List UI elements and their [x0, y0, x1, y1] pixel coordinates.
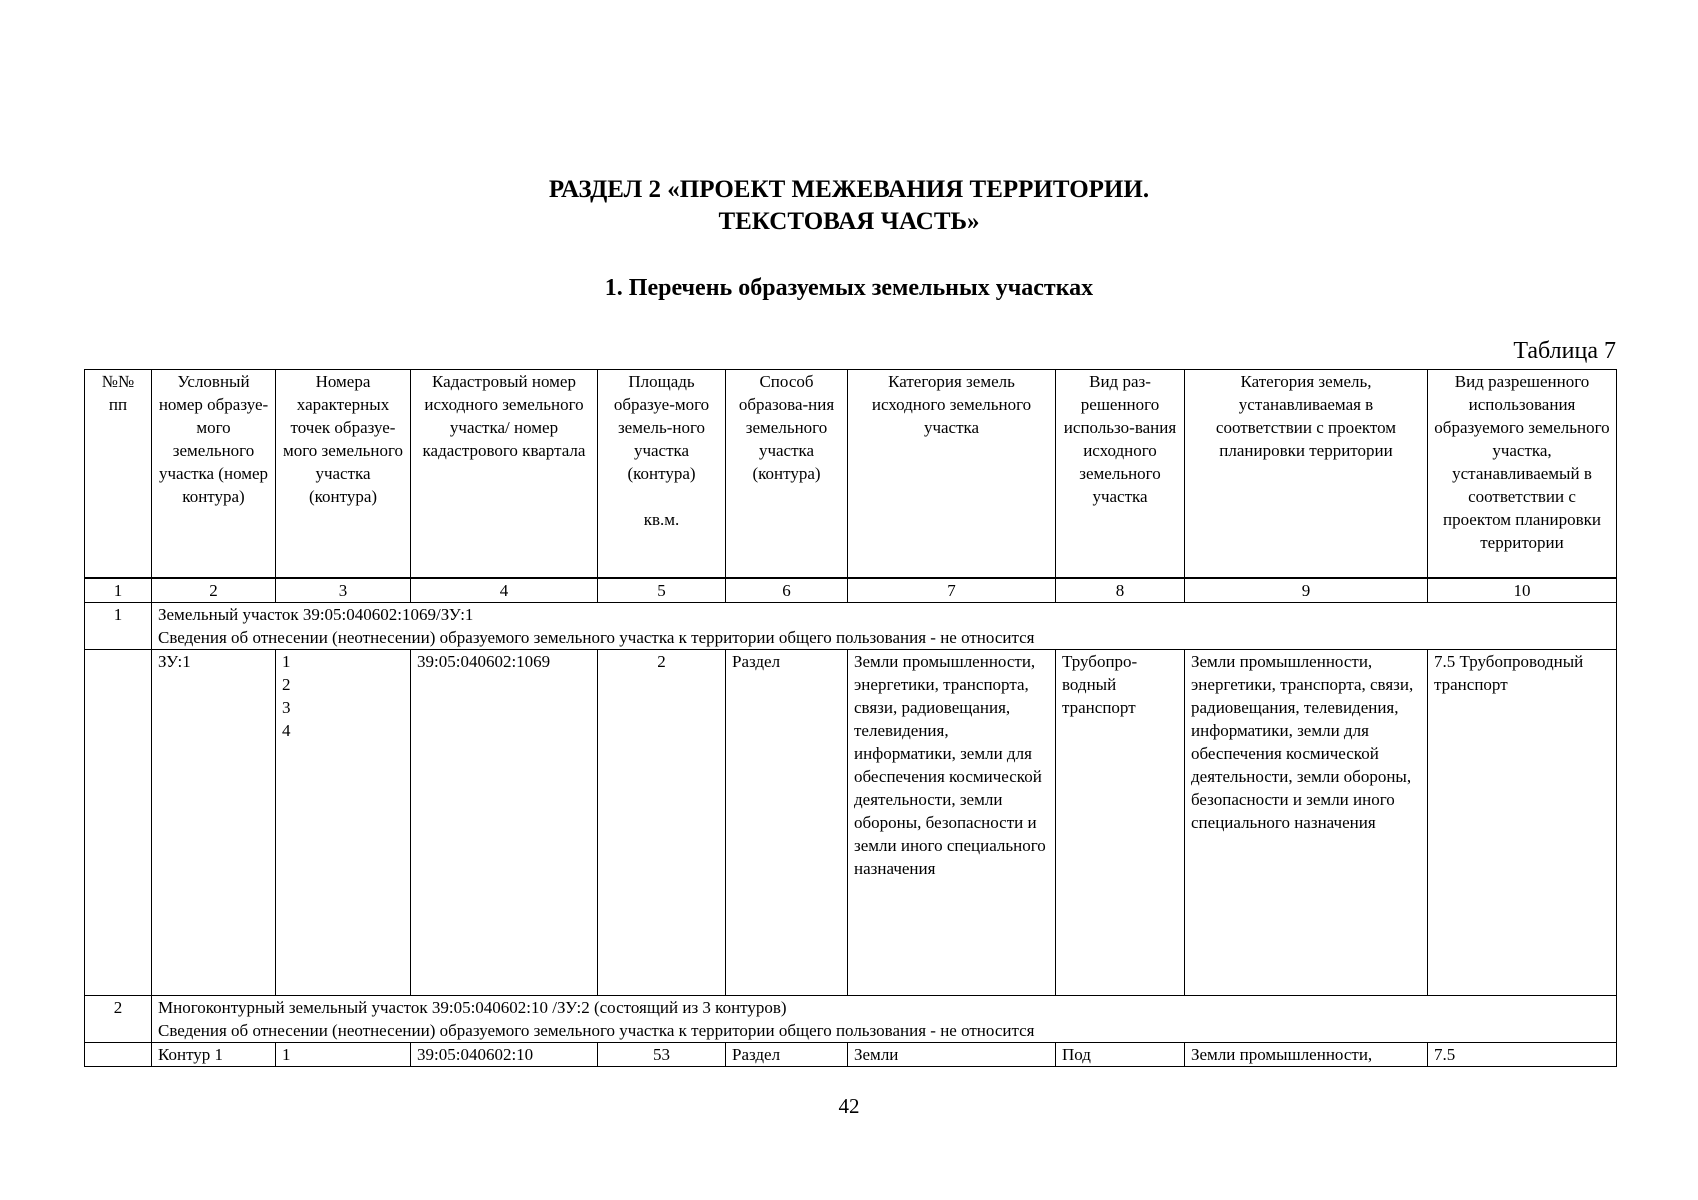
header-cell: Условный номер образуе-мого земельного участка (номер контура) — [152, 370, 276, 578]
cell-parcel-id: ЗУ:1 — [152, 650, 276, 996]
point-number: 3 — [282, 698, 291, 717]
column-number-row — [85, 579, 1617, 603]
cell-use-source: Под — [1056, 1043, 1185, 1067]
cell-method: Раздел — [726, 650, 848, 996]
section-note: Сведения об отнесении (неотнесении) образуемого земельного участка к территории общего пользования - не относится — [158, 1021, 1035, 1040]
cell-use-new: 7.5 — [1428, 1043, 1617, 1067]
cell-empty — [85, 650, 152, 996]
header-cell: Способ образова-ния земельного участка (контура) — [726, 370, 848, 578]
cell-points — [276, 650, 411, 996]
header-cell: Вид раз-решенного использо-вания исходного земельного участка — [1056, 370, 1185, 578]
cell-category-source: Земли промышленности, энергетики, транспорта, связи, радиовещания, телевидения, информатики, земли для обеспечения космической деятельности, земли обороны, безопасности и земли иного специального назначения — [848, 650, 1056, 996]
table-row — [85, 1043, 1617, 1067]
header-row — [85, 370, 1617, 578]
section-description — [152, 603, 1617, 650]
cell-empty — [85, 1043, 152, 1067]
cell-parcel-id: Контур 1 — [152, 1043, 276, 1067]
document-heading-line2: ТЕКСТОВАЯ ЧАСТЬ» — [718, 208, 980, 235]
header-cell: Категория земель исходного земельного участка — [848, 370, 1056, 578]
cell-points — [276, 1043, 411, 1067]
column-number: 2 — [152, 579, 276, 603]
column-number: 6 — [726, 579, 848, 603]
cell-area: 53 — [598, 1043, 726, 1067]
section-description — [152, 996, 1617, 1043]
column-number: 8 — [1056, 579, 1185, 603]
section-title: Земельный участок 39:05:040602:1069/ЗУ:1 — [158, 605, 474, 624]
section-number: 2 — [85, 996, 152, 1043]
cell-use-new: 7.5 Трубопроводный транспорт — [1428, 650, 1617, 996]
section-note: Сведения об отнесении (неотнесении) образуемого земельного участка к территории общего пользования - не относится — [158, 628, 1035, 647]
column-number: 5 — [598, 579, 726, 603]
header-cell: Кадастровый номер исходного земельного участка/ номер кадастрового квартала — [411, 370, 598, 578]
header-cell: Номера характерных точек образуе-мого земельного участка (контура) — [276, 370, 411, 578]
cell-use-source: Трубопро-водный транспорт — [1056, 650, 1185, 996]
cell-cadastral: 39:05:040602:10 — [411, 1043, 598, 1067]
parcels-table — [84, 369, 1617, 1067]
cell-area: 2 — [598, 650, 726, 996]
table-label: Таблица 7 — [1513, 338, 1616, 364]
cell-category-new: Земли промышленности, — [1185, 1043, 1428, 1067]
column-number: 7 — [848, 579, 1056, 603]
column-number: 3 — [276, 579, 411, 603]
section-row — [85, 996, 1617, 1043]
section-number: 1 — [85, 603, 152, 650]
header-cell: Категория земель, устанавливаемая в соответствии с проектом планировки территории — [1185, 370, 1428, 578]
document-subtitle: 1. Перечень образуемых земельных участках — [604, 275, 1094, 301]
page-number: 42 — [838, 1094, 860, 1118]
header-area-label: Площадь образуе-мого земель-ного участка (контура) — [613, 372, 710, 483]
cell-cadastral: 39:05:040602:1069 — [411, 650, 598, 996]
header-cell — [598, 370, 726, 578]
column-number: 1 — [85, 579, 152, 603]
table-row — [85, 650, 1617, 996]
cell-category-source: Земли — [848, 1043, 1056, 1067]
cell-method: Раздел — [726, 1043, 848, 1067]
column-number: 10 — [1428, 579, 1617, 603]
point-number: 2 — [282, 675, 291, 694]
column-number: 9 — [1185, 579, 1428, 603]
section-row — [85, 603, 1617, 650]
point-number: 1 — [282, 652, 291, 671]
header-cell: №№ пп — [85, 370, 152, 578]
point-number: 4 — [282, 721, 291, 740]
cell-category-new: Земли промышленности, энергетики, транспорта, связи, радиовещания, телевидения, информатики, земли для обеспечения космической деятельности, земли обороны, безопасности и земли иного специального назначения — [1185, 650, 1428, 996]
section-title: Многоконтурный земельный участок 39:05:040602:10 /ЗУ:2 (состоящий из 3 контуров) — [158, 998, 787, 1017]
header-area-unit: кв.м. — [643, 510, 680, 529]
point-number: 1 — [282, 1045, 291, 1064]
document-heading-line1: РАЗДЕЛ 2 «ПРОЕКТ МЕЖЕВАНИЯ ТЕРРИТОРИИ. — [548, 176, 1150, 203]
column-number: 4 — [411, 579, 598, 603]
header-cell: Вид разрешенного использования образуемого земельного участка, устанавливаемый в соответствии с проектом планировки территории — [1428, 370, 1617, 578]
